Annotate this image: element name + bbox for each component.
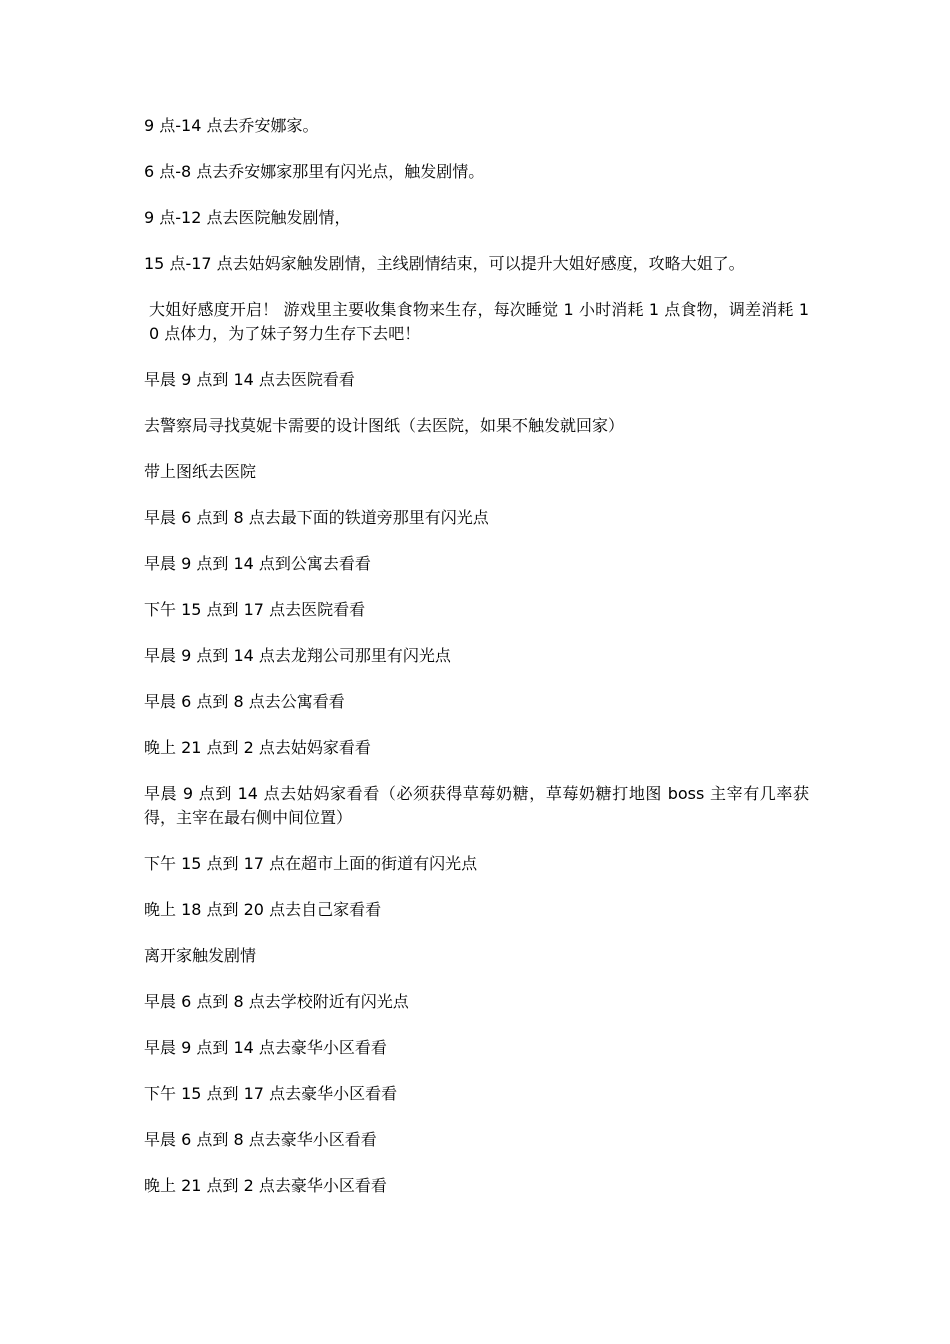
paragraph: 带上图纸去医院	[144, 462, 257, 481]
paragraph: 大姐好感度开启！ 游戏里主要收集食物来生存，每次睡觉 1 小时消耗 1 点食物，调差消耗 10 点体力，为了妹子努力生存下去吧！	[149, 300, 809, 343]
paragraph: 下午 15 点到 17 点去豪华小区看看	[144, 1084, 398, 1103]
paragraph: 晚上 18 点到 20 点去自己家看看	[144, 900, 382, 919]
paragraph: 早晨 9 点到 14 点去豪华小区看看	[144, 1038, 387, 1057]
paragraph: 去警察局寻找莫妮卡需要的设计图纸（去医院，如果不触发就回家）	[144, 416, 625, 435]
paragraph: 9 点-14 点去乔安娜家。	[144, 116, 319, 135]
paragraph: 15 点-17 点去姑妈家触发剧情，主线剧情结束，可以提升大姐好感度，攻略大姐了。	[144, 254, 745, 273]
paragraph: 早晨 9 点到 14 点去姑妈家看看（必须获得草莓奶糖，草莓奶糖打地图 boss 主宰有几率获得，主宰在最右侧中间位置）	[144, 784, 809, 827]
paragraph: 晚上 21 点到 2 点去豪华小区看看	[144, 1176, 387, 1195]
paragraph: 离开家触发剧情	[144, 946, 257, 965]
paragraph: 早晨 9 点到 14 点到公寓去看看	[144, 554, 371, 573]
document-body	[144, 114, 809, 1220]
paragraph: 晚上 21 点到 2 点去姑妈家看看	[144, 738, 371, 757]
paragraph: 早晨 6 点到 8 点去学校附近有闪光点	[144, 992, 409, 1011]
paragraph: 早晨 9 点到 14 点去医院看看	[144, 370, 355, 389]
paragraph: 下午 15 点到 17 点在超市上面的街道有闪光点	[144, 854, 478, 873]
paragraph: 早晨 9 点到 14 点去龙翔公司那里有闪光点	[144, 646, 451, 665]
paragraph: 6 点-8 点去乔安娜家那里有闪光点，触发剧情。	[144, 162, 485, 181]
paragraph: 9 点-12 点去医院触发剧情，	[144, 208, 351, 227]
paragraph: 早晨 6 点到 8 点去最下面的铁道旁那里有闪光点	[144, 508, 489, 527]
paragraph: 早晨 6 点到 8 点去公寓看看	[144, 692, 345, 711]
paragraph: 下午 15 点到 17 点去医院看看	[144, 600, 366, 619]
paragraph: 早晨 6 点到 8 点去豪华小区看看	[144, 1130, 377, 1149]
